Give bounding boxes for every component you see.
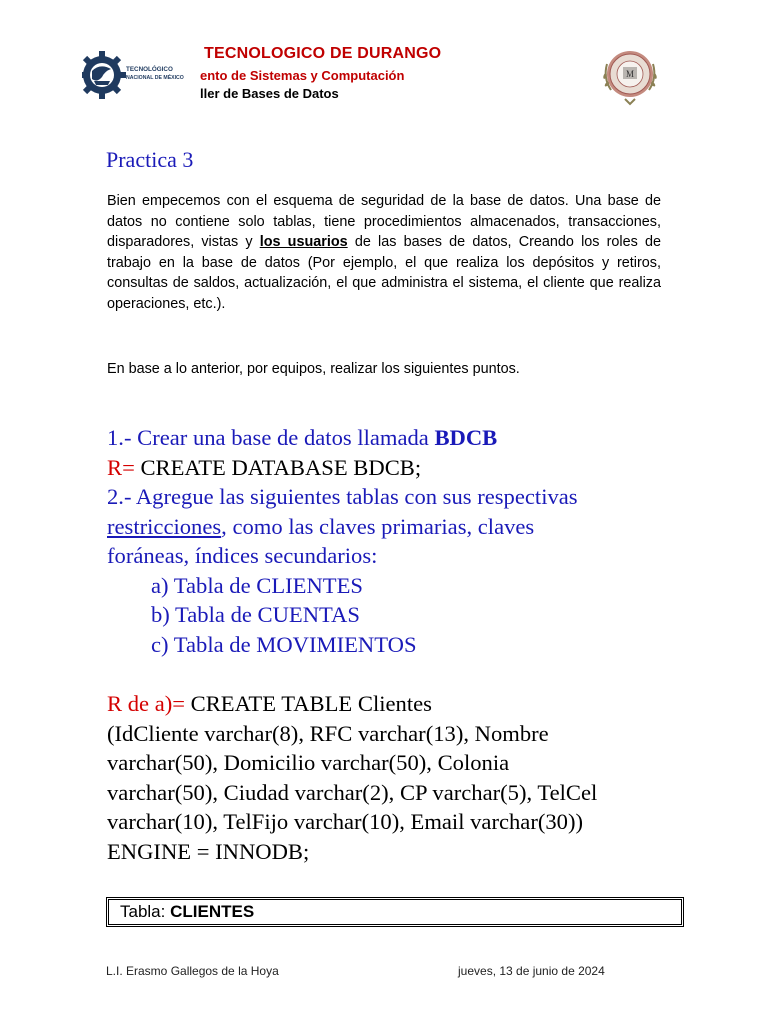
- course-name: ller de Bases de Datos: [200, 86, 339, 101]
- practice-title: Practica 3: [106, 147, 194, 172]
- table-caption-name: CLIENTES: [170, 902, 255, 921]
- answer-1-text: CREATE DATABASE BDCB;: [134, 455, 422, 480]
- logo-text-line2: NACIONAL DE MÉXICO: [126, 75, 184, 81]
- intro-text-end: de las bases de datos, Creando los roles de trabajo en la base de datos (Por ejemplo, el que realiza los depósitos y retiros, consultas de saldos, actualización, el que administra el sistema, el cliente que realiza operaciones, etc.).: [107, 234, 662, 312]
- department-name: ento de Sistemas y Computación: [200, 68, 405, 83]
- sub-item-b: b) Tabla de CUENTAS: [151, 602, 360, 627]
- item-1-db-name: BDCB: [434, 425, 498, 450]
- intro-paragraph: [107, 191, 661, 314]
- university-seal-icon: [599, 44, 661, 108]
- footer-author: L.I. Erasmo Gallegos de la Hoya: [106, 964, 279, 978]
- answer-a-line6: ENGINE = INNODB;: [107, 839, 310, 864]
- answer-a-line3: varchar(50), Domicilio varchar(50), Colonia: [107, 750, 510, 775]
- answer-a-line1-text: CREATE TABLE Clientes: [185, 691, 432, 716]
- answer-a-line4: varchar(50), Ciudad varchar(2), CP varchar(5), TelCel: [107, 780, 598, 805]
- svg-text:M: M: [625, 69, 635, 79]
- item-2-line2: [107, 512, 534, 542]
- answer-1-prefix: R=: [107, 455, 135, 480]
- answer-a-line5: varchar(10), TelFijo varchar(10), Email varchar(30)): [107, 809, 584, 834]
- footer-date: jueves, 13 de junio de 2024: [458, 964, 605, 978]
- table-caption-label: Tabla:: [120, 902, 171, 921]
- answer-a-line2: (IdCliente varchar(8), RFC varchar(13), Nombre: [107, 721, 549, 746]
- instructions-paragraph: En base a lo anterior, por equipos, realizar los siguientes puntos.: [107, 361, 520, 377]
- table-caption-box: [106, 897, 684, 927]
- sub-item-c: c) Tabla de MOVIMIENTOS: [151, 632, 417, 657]
- answer-a-prefix: R de a)=: [107, 691, 185, 716]
- sub-item-a: a) Tabla de CLIENTES: [151, 573, 363, 598]
- item-1-text: 1.- Crear una base de datos llamada: [107, 425, 435, 450]
- intro-highlight: los usuarios: [259, 234, 348, 250]
- item-2-line2-rest: , como las claves primarias, claves: [221, 514, 535, 539]
- item-1: [107, 423, 497, 453]
- item-2-line3: foráneas, índices secundarios:: [107, 543, 378, 568]
- institution-name: TECNOLOGICO DE DURANGO: [204, 45, 442, 62]
- answer-a-line1: [107, 689, 432, 719]
- tecnm-logo-icon: [82, 44, 200, 106]
- logo-text-line1: TECNOLÓGICO: [126, 66, 173, 73]
- item-2-restrictions: restricciones: [107, 514, 222, 539]
- intro-text-start: Bien empecemos con el esquema de seguridad de la base de datos. Una base de datos no contiene solo tablas, tiene procedimientos almacenados, transacciones, disparadores, vistas y: [107, 193, 661, 250]
- answer-1: [107, 453, 421, 483]
- item-2-line1: 2.- Agregue las siguientes tablas con sus respectivas: [107, 484, 578, 509]
